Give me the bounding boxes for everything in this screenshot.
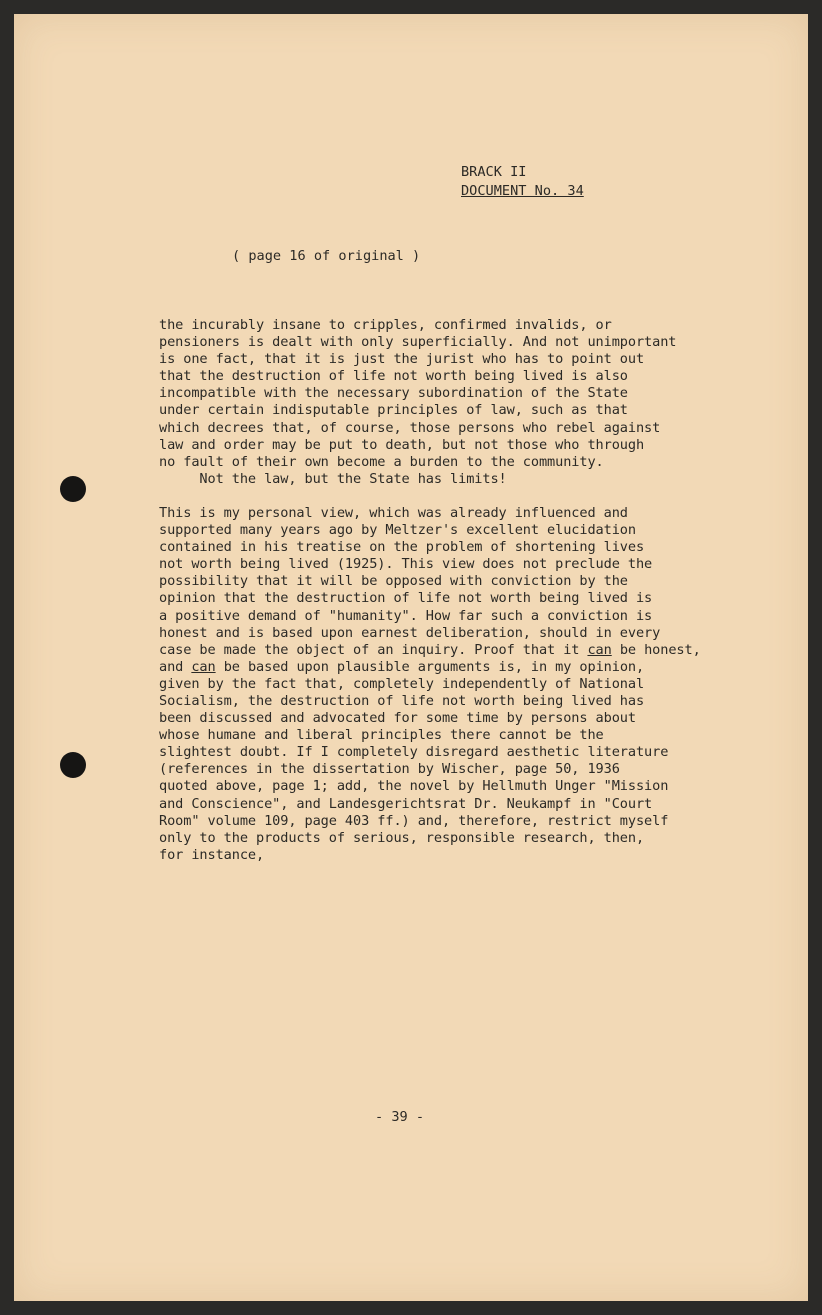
document-header — [461, 163, 584, 201]
paragraph-2 — [159, 505, 701, 864]
emphasis-can: can — [587, 641, 612, 658]
text-line: honest and is based upon earnest deliberation, should in every — [159, 624, 661, 641]
text-line: opinion that the destruction of life not worth being lived is — [159, 590, 653, 607]
text-line: pensioners is dealt with only superficially. And not unimportant — [159, 334, 677, 351]
text-line — [159, 642, 701, 659]
text-line-end: be based upon plausible arguments is, in my opinion, — [215, 658, 645, 675]
header-line-2: DOCUMENT No. 34 — [461, 183, 584, 199]
text-line: incompatible with the necessary subordination of the State — [159, 385, 628, 402]
text-line: slightest doubt. If I completely disregard aesthetic literature — [159, 744, 669, 761]
text-line: supported many years ago by Meltzer's excellent elucidation — [159, 522, 636, 539]
text-line: given by the fact that, completely independently of National — [159, 675, 645, 692]
text-line: which decrees that, of course, those persons who rebel against — [159, 419, 661, 436]
page-reference: ( page 16 of original ) — [232, 248, 421, 264]
text-line: This is my personal view, which was already influenced and — [159, 504, 628, 521]
text-line — [159, 659, 701, 676]
text-line: the incurably insane to cripples, confirmed invalids, or — [159, 317, 612, 333]
text-line: quoted above, page 1; add, the novel by Hellmuth Unger "Mission — [159, 778, 669, 795]
paragraph-1 — [159, 317, 701, 488]
text-line: not worth being lived (1925). This view does not preclude the — [159, 556, 653, 573]
text-line: Not the law, but the State has limits! — [159, 470, 507, 487]
document-body — [159, 317, 701, 864]
text-line: for instance, — [159, 846, 265, 863]
header-line-1: BRACK II — [461, 164, 527, 180]
text-line: possibility that it will be opposed with conviction by the — [159, 573, 628, 590]
text-line: been discussed and advocated for some time by persons about — [159, 710, 636, 727]
paragraph-gap — [159, 488, 701, 505]
text-line: law and order may be put to death, but not those who through — [159, 436, 645, 453]
page-number: - 39 - — [375, 1109, 425, 1125]
punch-hole-bottom — [60, 752, 86, 778]
text-line: (references in the dissertation by Wischer, page 50, 1936 — [159, 761, 620, 778]
text-line: whose humane and liberal principles there cannot be the — [159, 727, 604, 744]
text-line: no fault of their own become a burden to the community. — [159, 453, 604, 470]
text-line: is one fact, that it is just the jurist who has to point out — [159, 351, 645, 368]
text-line: only to the products of serious, responsible research, then, — [159, 829, 645, 846]
punch-hole-top — [60, 476, 86, 502]
text-line: Socialism, the destruction of life not worth being lived has — [159, 692, 645, 709]
text-line: that the destruction of life not worth being lived is also — [159, 368, 628, 385]
text-line: contained in his treatise on the problem of shortening lives — [159, 539, 645, 556]
text-line: Room" volume 109, page 403 ff.) and, therefore, restrict myself — [159, 812, 669, 829]
text-line: under certain indisputable principles of law, such as that — [159, 402, 628, 419]
text-line-start: and — [159, 658, 192, 675]
text-line-start: case be made the object of an inquiry. Proof that it — [159, 641, 588, 658]
text-line-end: be honest, — [611, 641, 701, 658]
text-line: and Conscience", and Landesgerichtsrat Dr. Neukampf in "Court — [159, 795, 653, 812]
emphasis-can: can — [191, 658, 216, 675]
text-line: a positive demand of "humanity". How far such a conviction is — [159, 607, 653, 624]
